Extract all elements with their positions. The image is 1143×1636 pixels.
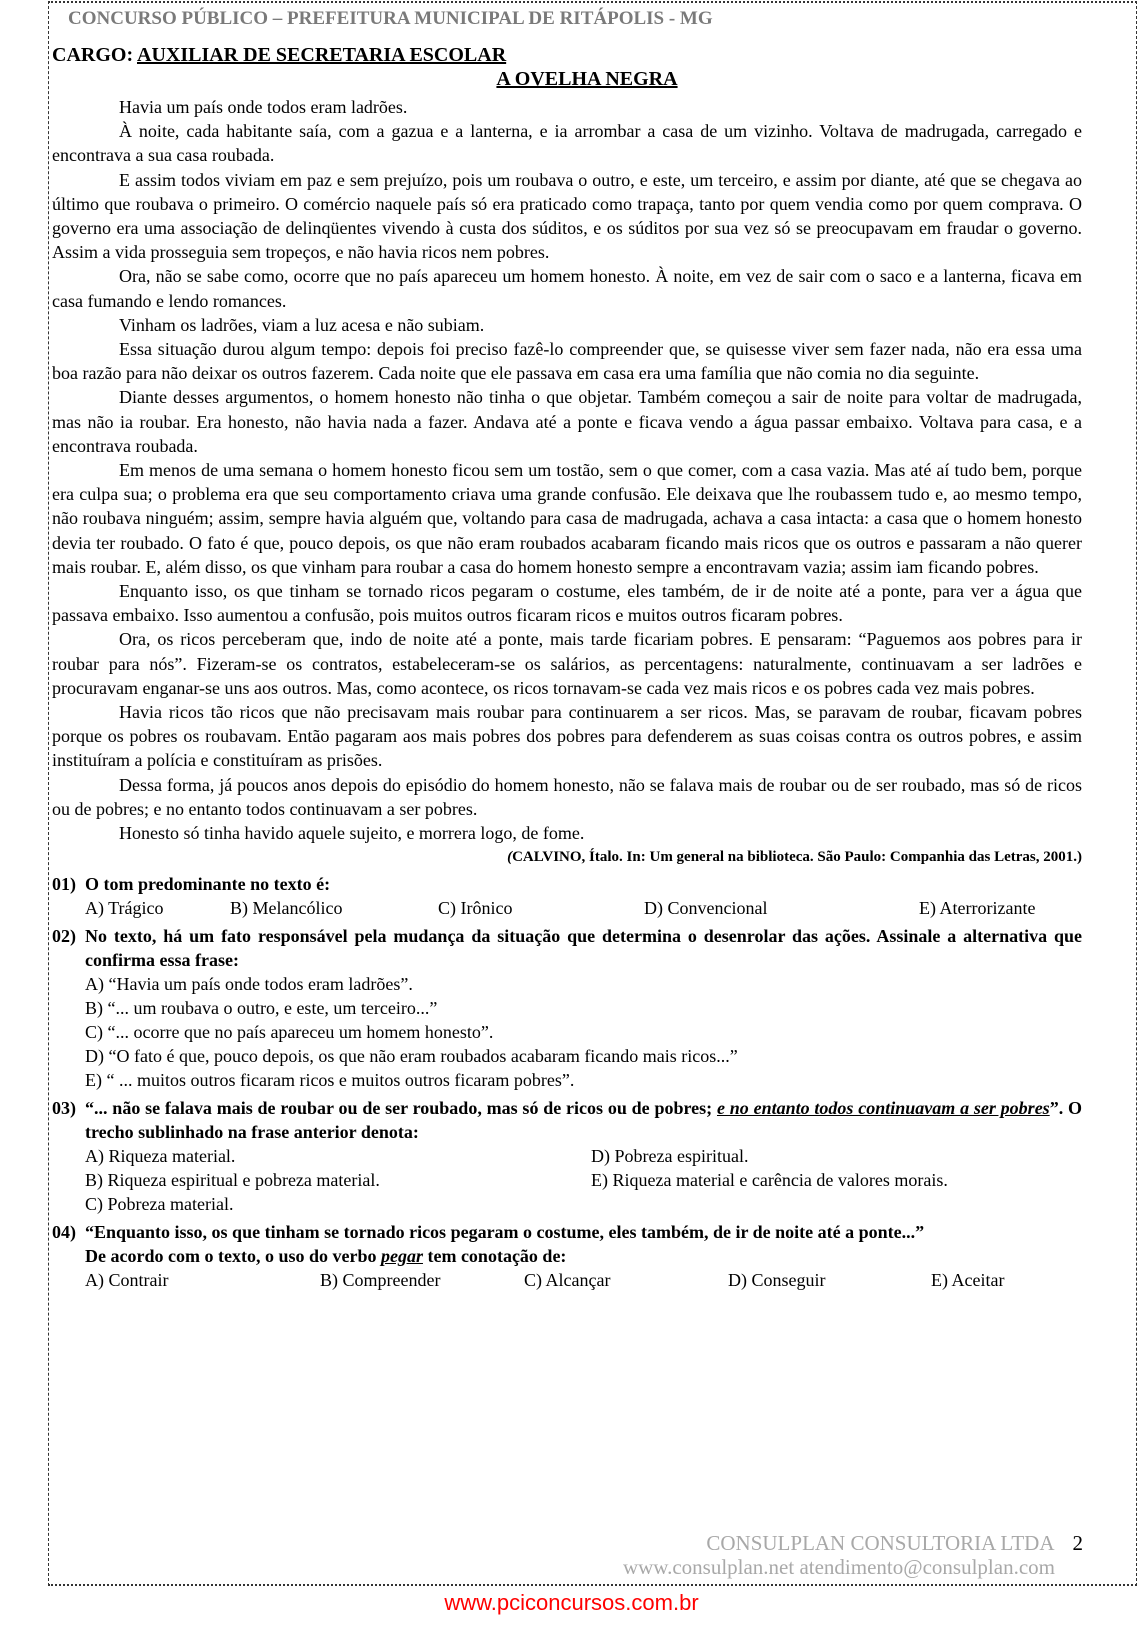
option-d[interactable]: D) Convencional: [644, 898, 768, 919]
option-d[interactable]: D) Conseguir: [728, 1270, 826, 1291]
citation: (CALVINO, Ítalo. In: Um general na biblioteca. São Paulo: Companhia das Letras, 2001.): [507, 849, 1082, 866]
question-stem: 01) O tom predominante no texto é:: [52, 874, 331, 895]
paragraph: À noite, cada habitante saía, com a gazua e a lanterna, e ia arrombar a casa de um vizinho. Voltava de madrugada, carregado e encontrava a sua casa roubada.: [52, 121, 1082, 166]
option-a[interactable]: A) “Havia um país onde todos eram ladrões”.: [85, 974, 413, 995]
option-b[interactable]: B) Riqueza espiritual e pobreza material.: [85, 1170, 380, 1191]
footer-company: [706, 1530, 1083, 1557]
paragraph: Em menos de uma semana o homem honesto ficou sem um tostão, sem o que comer, com a casa vazia. Mas até aí tudo bem, porque era culpa sua; o problema era que seu comportamento criava uma grande confusão. Ele deixava que lhe roubassem tudo e, ao mesmo tempo, não roubava ninguém; assim, sempre havia alguém que, voltando para casa de madrugada, achava a casa intacta: a casa que o homem honesto devia ter roubado. O fato é que, pouco depois, os que não eram roubados acabaram ficando mais ricos que os outros e passaram a não querer mais roubar. E, além disso, os que vinham para roubar a casa do homem honesto sempre a encontravam vazia; assim iam ficando pobres.: [52, 460, 1082, 577]
option-c[interactable]: C) Irônico: [438, 898, 513, 919]
option-c[interactable]: C) “... ocorre que no país apareceu um homem honesto”.: [85, 1022, 494, 1043]
exam-page: [52, 2, 1082, 1292]
option-d[interactable]: D) Pobreza espiritual.: [591, 1146, 749, 1167]
option-a[interactable]: A) Contrair: [85, 1270, 169, 1291]
question-number: 01): [52, 874, 76, 895]
paragraph: E assim todos viviam em paz e sem prejuízo, pois um roubava o outro, e este, um terceiro, e assim por diante, até que se chegava ao último que roubava o primeiro. O comércio naquele país só era praticado como trapaça, tanto por quem vendia como por quem comprava. O governo era uma associação de delinqüentes vivendo à custa dos súditos, e os súditos por sua vez só se preocupavam em fraudar o governo. Assim a vida prosseguia sem tropeços, e não havia ricos nem pobres.: [52, 169, 1082, 263]
paragraph: Havia ricos tão ricos que não precisavam mais roubar para continuarem a ser ricos. Mas, se paravam de roubar, ficavam pobres porque os pobres os roubavam. Então pagaram aos mais pobres dos pobres para defenderem as suas coisas contra os outros pobres, e assim instituíram a polícia e constituíram as prisões.: [52, 702, 1082, 771]
paragraph: Havia um país onde todos eram ladrões.: [119, 97, 408, 117]
question-stem: 04) “Enquanto isso, os que tinham se tornado ricos pegaram o costume, eles também, de ir de noite até a ponte...”: [52, 1222, 925, 1243]
options: [52, 896, 1082, 920]
paragraph: Enquanto isso, os que tinham se tornado ricos pegaram o costume, eles também, de ir de noite até a ponte, para ver a água que passava embaixo. Isso aumentou a confusão, pois muitos outros ficaram ricos e muitos outros ficaram pobres.: [52, 581, 1082, 626]
options: [52, 1268, 1082, 1292]
page-number: 2: [1072, 1531, 1083, 1555]
question-stem: 03) “... não se falava mais de roubar ou de ser roubado, mas só de ricos ou de pobres; e no entanto todos continuavam a ser pobres”. O trecho sublinhado na frase anterior denota:: [52, 1098, 1082, 1143]
company-name: CONSULPLAN CONSULTORIA LTDA: [706, 1531, 1055, 1555]
cargo-line: [52, 43, 1082, 67]
option-e[interactable]: E) “ ... muitos outros ficaram ricos e muitos outros ficaram pobres”.: [85, 1070, 575, 1091]
footer-contact: www.consulplan.net atendimento@consulplan.com: [622, 1555, 1055, 1579]
underlined-excerpt: e no entanto todos continuavam a ser pobres: [716, 1098, 1050, 1119]
option-c[interactable]: C) Alcançar: [524, 1270, 611, 1291]
options: [52, 972, 1082, 1092]
option-e[interactable]: E) Riqueza material e carência de valores morais.: [591, 1170, 948, 1191]
option-b[interactable]: B) Melancólico: [230, 898, 343, 919]
paragraph: Ora, os ricos perceberam que, indo de noite até a ponte, mais tarde ficariam pobres. E pensaram: “Paguemos aos pobres para ir roubar para nós”. Fizeram-se os contratos, estabeleceram-se os salários, as percentagens: naturalmente, continuavam a ser ladrões e procuravam enganar-se uns aos outros. Mas, como acontece, os ricos tornavam-se cada vez mais ricos e os pobres cada vez mais pobres.: [52, 629, 1082, 698]
paragraph: Ora, não se sabe como, ocorre que no país apareceu um homem honesto. À noite, em vez de sair com o saco e a lanterna, ficava em casa fumando e lendo romances.: [52, 266, 1082, 311]
question-number: 03): [52, 1098, 76, 1119]
paragraph: Honesto só tinha havido aquele sujeito, e morrera logo, de fome.: [119, 823, 585, 844]
option-e[interactable]: E) Aceitar: [931, 1270, 1005, 1291]
option-b[interactable]: B) Compreender: [320, 1270, 441, 1291]
paragraph: Vinham os ladrões, viam a luz acesa e não subiam.: [119, 314, 485, 335]
question-number: 02): [52, 926, 76, 947]
option-c[interactable]: C) Pobreza material.: [85, 1194, 234, 1215]
reading-text: [52, 95, 1082, 845]
question-01: [52, 872, 1082, 920]
text-title: A OVELHA NEGRA: [496, 68, 678, 90]
source-link[interactable]: www.pciconcursos.com.br: [444, 1590, 699, 1615]
option-d[interactable]: D) “O fato é que, pouco depois, os que não eram roubados acabaram ficando mais ricos...”: [85, 1046, 738, 1067]
question-stem-line2: De acordo com o texto, o uso do verbo pegar tem conotação de:: [85, 1246, 567, 1267]
question-04: [52, 1220, 1082, 1292]
cargo-label: CARGO:: [52, 44, 137, 66]
question-number: 04): [52, 1222, 76, 1243]
exam-header: CONCURSO PÚBLICO – PREFEITURA MUNICIPAL DE RITÁPOLIS - MG: [68, 8, 713, 29]
paragraph: Dessa forma, já poucos anos depois do episódio do homem honesto, não se falava mais de roubar ou de ser roubado, mas só de ricos ou de pobres; e no entanto todos continuavam a ser pobres.: [52, 774, 1082, 819]
question-03: [52, 1096, 1082, 1216]
option-a[interactable]: A) Riqueza material.: [85, 1146, 236, 1167]
underlined-word: pegar: [380, 1246, 423, 1267]
question-02: [52, 924, 1082, 1092]
option-a[interactable]: A) Trágico: [85, 898, 164, 919]
option-e[interactable]: E) Aterrorizante: [919, 898, 1036, 919]
paragraph: Diante desses argumentos, o homem honesto não tinha o que objetar. Também começou a sair de noite para voltar de madrugada, mas não ia roubar. Era honesto, não havia nada a fazer. Andava até a ponte e ficava vendo a água passar embaixo. Voltava para casa, e a encontrava roubada.: [52, 387, 1082, 456]
option-b[interactable]: B) “... um roubava o outro, e este, um terceiro...”: [85, 998, 438, 1019]
options: [52, 1144, 1082, 1216]
question-stem: 02) No texto, há um fato responsável pela mudança da situação que determina o desenrolar das ações. Assinale a alternativa que confirma essa frase:: [52, 926, 1082, 971]
paragraph: Essa situação durou algum tempo: depois foi preciso fazê-lo compreender que, se quisesse viver sem fazer nada, não era essa uma boa razão para não deixar os outros fazerem. Cada noite que ele passava em casa era uma família que não comia no dia seguinte.: [52, 339, 1082, 384]
cargo-value: AUXILIAR DE SECRETARIA ESCOLAR: [137, 44, 507, 66]
